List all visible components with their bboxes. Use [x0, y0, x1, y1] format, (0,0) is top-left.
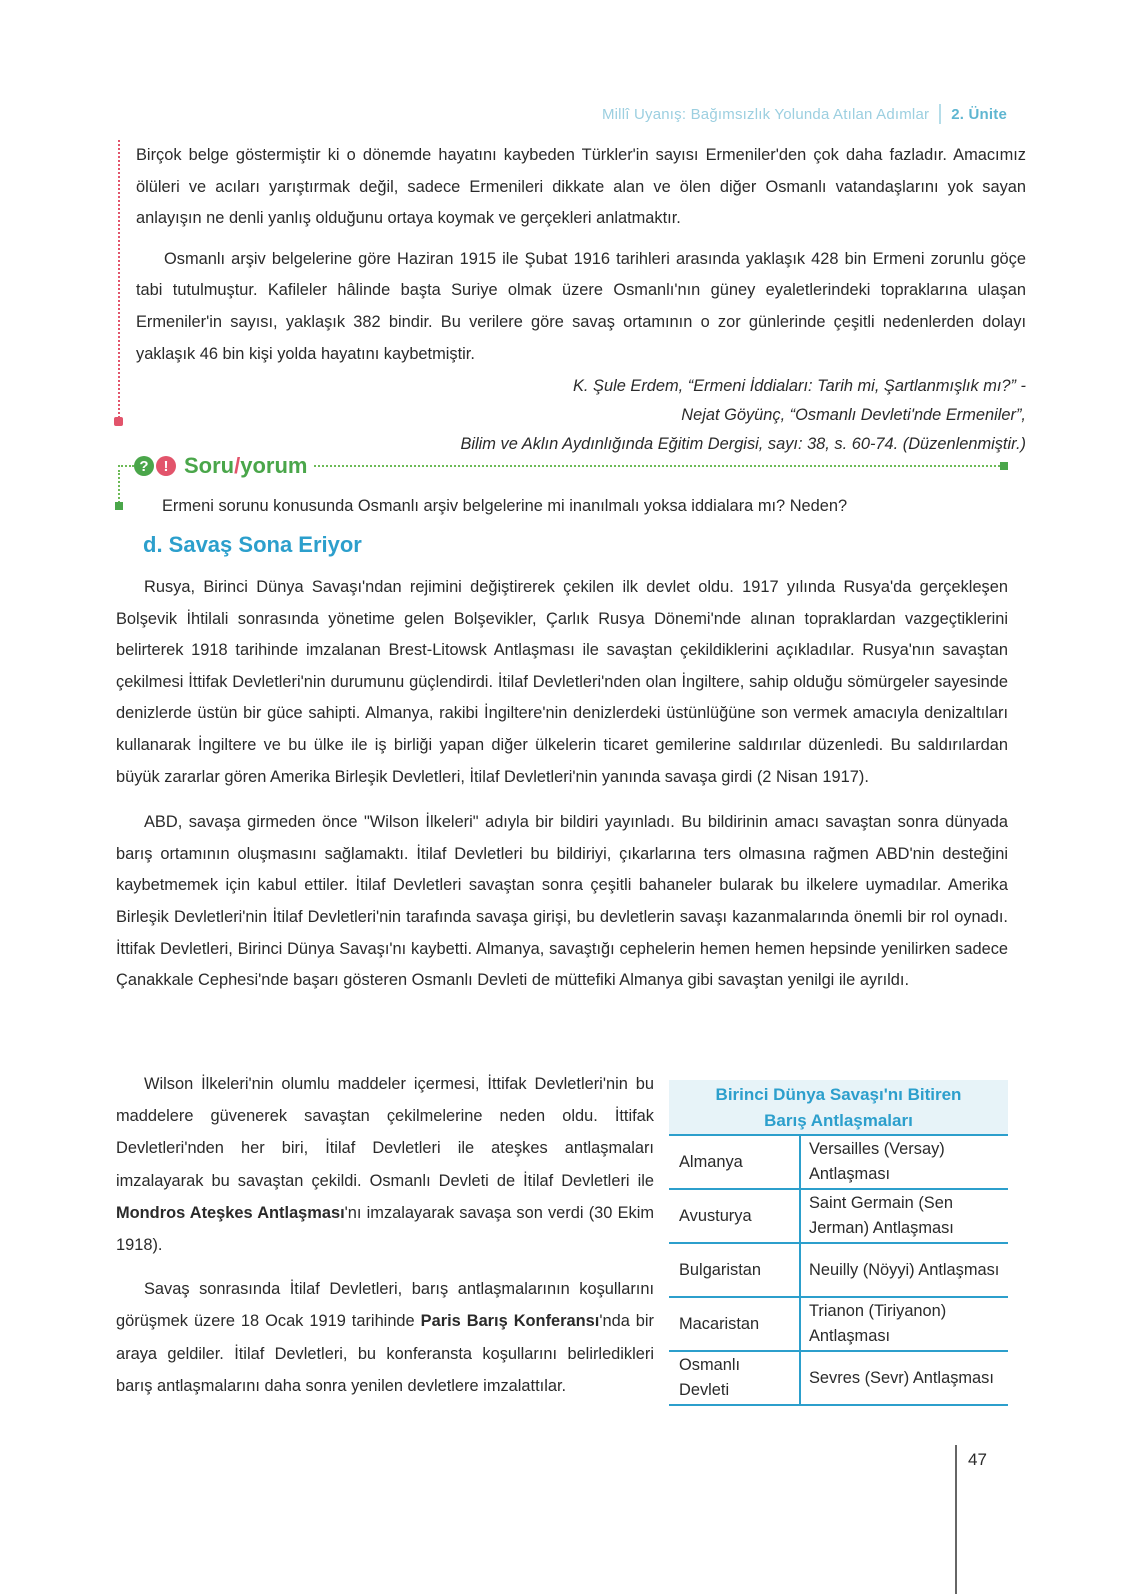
body-paragraph-1: Rusya, Birinci Dünya Savaşı'ndan rejimini değiştirerek çekilen ilk devlet oldu. 1917 yılında Rusya'da gerçekleşen Bolşevik İhtilali sonrasında yönetime gelen Bolşevikler, Çarlık Rusya Dönemi'nde alınan topraklardan vazgeçtiklerini belirterek 1918 tarihinde imzalanan Brest-Litowsk Antlaşması ile savaştan çekildiklerini açıkladılar. Rusya'nın savaştan çekilmesi İttifak Devletleri'nin durumunu güçlendirdi. İtilaf Devletleri'nden olan İngiltere, sahip olduğu sömürgeler sayesinde denizlerde üstün bir güce sahipti. Almanya, rakibi İngiltere'nin denizlerdeki üstünlüğüne son vermek amacıyla denizaltıları kullanarak İngiltere ve bu ülke ile iş birliği yapan diğer ülkelerin ticaret gemilerine saldırılar düzenledi. Bu saldırılardan büyük zararlar gören Amerika Birleşik Devletleri, İtilaf Devletleri'nin yanında savaşa girdi (2 Nisan 1917).	[116, 578, 1008, 786]
text-run: 'nda bir araya geldiler. İtilaf Devletleri, bu konferansta koşullarını belirledikleri barış antlaşmalarını daha sonra yenilen devletlere imzalattılar.	[116, 1312, 654, 1395]
table-row	[669, 1351, 1008, 1405]
country-cell: Osmanlı Devleti	[669, 1351, 800, 1405]
text-run: Wilson İlkeleri'nin olumlu maddeler içermesi, İttifak Devletleri'nin bu maddelere güvenerek savaştan çekilmelerine neden oldu. İttifak Devletleri'nden her biri, İtilaf Devletleri ile ateşkes antlaşmaları imzalayarak bu savaştan çekildi. Osmanlı Devleti de İtilaf Devletleri ile	[116, 1075, 654, 1190]
section-body	[116, 572, 1008, 997]
country-cell: Almanya	[669, 1135, 800, 1189]
peace-treaties-table	[669, 1080, 1008, 1406]
text-run: 'nı imzalayarak savaşa son verdi (30 Ekim 1918).	[116, 1203, 654, 1255]
citation-line: Nejat Göyünç, “Osmanlı Devleti'nde Ermeniler”,	[681, 406, 1026, 425]
source-citation	[136, 372, 1026, 459]
soru-label: Soru	[184, 453, 235, 478]
caption-line: Barış Antlaşmaları	[764, 1111, 913, 1130]
treaty-cell: Saint Germain (Sen Jerman) Antlaşması	[800, 1189, 1008, 1243]
table-caption	[669, 1080, 1008, 1134]
table-row	[669, 1297, 1008, 1351]
section-heading: d. Savaş Sona Eriyor	[143, 532, 362, 557]
soru-yorum-header	[118, 452, 1008, 480]
treaty-cell: Versailles (Versay) Antlaşması	[800, 1135, 1008, 1189]
citation-line: K. Şule Erdem, “Ermeni İddiaları: Tarih mi, Şartlanmışlık mı?” -	[573, 377, 1026, 396]
dotted-rule	[314, 465, 1001, 467]
soru-yorum-title	[184, 453, 308, 479]
header-separator	[939, 104, 941, 124]
table-row	[669, 1135, 1008, 1189]
treaty-cell: Neuilly (Nöyyi) Antlaşması	[800, 1243, 1008, 1297]
country-cell: Macaristan	[669, 1297, 800, 1351]
soru-question-text: Ermeni sorunu konusunda Osmanlı arşiv belgelerine mi inanılmalı yoksa iddialara mı? Neden?	[162, 497, 848, 515]
page-number: 47	[968, 1450, 987, 1469]
rule-end-marker	[115, 502, 123, 510]
table-row	[669, 1243, 1008, 1297]
left-column-text	[116, 1068, 654, 1402]
rule-end-marker	[1000, 462, 1008, 470]
body-paragraph-3	[116, 1068, 654, 1261]
treaty-cell: Trianon (Tiriyanon) Antlaşması	[800, 1297, 1008, 1351]
dotted-rule	[118, 465, 134, 467]
page-number-rule	[955, 1445, 957, 1594]
country-cell: Avusturya	[669, 1189, 800, 1243]
country-cell: Bulgaristan	[669, 1243, 800, 1297]
source-quote-box	[118, 140, 1026, 454]
soru-vertical-rule	[118, 470, 120, 506]
box-end-marker	[114, 417, 123, 426]
yorum-label: yorum	[240, 453, 308, 478]
exclamation-mark-icon: !	[156, 456, 176, 476]
running-header	[602, 104, 1007, 124]
treaty-cell: Sevres (Sevr) Antlaşması	[800, 1351, 1008, 1405]
table-row	[669, 1189, 1008, 1243]
question-exclamation-icon	[134, 456, 176, 476]
bold-term-mondros: Mondros Ateşkes Antlaşması	[116, 1203, 345, 1222]
chapter-title: Millî Uyanış: Bağımsızlık Yolunda Atılan Adımlar	[601, 105, 930, 123]
bold-term-paris: Paris Barış Konferansı	[420, 1312, 600, 1331]
caption-line: Birinci Dünya Savaşı'nı Bitiren	[715, 1085, 962, 1104]
question-mark-icon: ?	[134, 456, 154, 476]
source-paragraph-2: Osmanlı arşiv belgelerine göre Haziran 1915 ile Şubat 1916 tarihleri arasında yaklaşık 428 bin Ermeni zorunlu göçe tabi tutulmuştur. Kafileler hâlinde başta Suriye olmak üzere Osmanlı'nın güney eyaletlerindeki topraklarına ulaşan Ermeniler'in sayısı, yaklaşık 382 bindir. Bu verilere göre savaş ortamının o zor günlerinde çeşitli nedenlerden dolayı yaklaşık 46 bin kişi yolda hayatını kaybetmiştir.	[136, 249, 1026, 363]
title-slash: /	[234, 453, 241, 478]
source-paragraph-1: Birçok belge göstermiştir ki o dönemde hayatını kaybeden Türkler'in sayısı Ermeniler'den çok daha fazladır. Amacımız ölüleri ve acıları yarıştırmak değil, sadece Ermenileri dikkate alan ve ölen diğer Osmanlı vatandaşlarını yok sayan anlayışın ne denli yanlış olduğunu ortaya koymak ve gerçekleri anlatmaktır.	[136, 146, 1026, 228]
unit-label: 2. Ünite	[951, 105, 1007, 123]
body-paragraph-4	[116, 1273, 654, 1402]
body-paragraph-2: ABD, savaşa girmeden önce "Wilson İlkeleri" adıyla bir bildiri yayınladı. Bu bildirinin amacı savaştan sonra dünyada barış ortamının oluşmasını sağlamaktı. İtilaf Devletleri bu bildiriyi, çıkarlarına ters olmasına rağmen ABD'nin desteğini kaybetmemek için kabul ettiler. İtilaf Devletleri savaştan sonra çeşitli bahaneler bularak bu ilkelere uymadılar. Amerika Birleşik Devletleri'nin İtilaf Devletleri'nin tarafında savaşa girişi, bu devletlerin savaşı kazanmalarında önemli bir rol oynadı. İttifak Devletleri, Birinci Dünya Savaşı'nı kaybetti. Almanya, savaştığı cephelerin hemen hemen hepsinde yenilirken sadece Çanakkale Cephesi'nde başarı gösteren Osmanlı Devleti de müttefiki Almanya gibi savaştan yenilgi ile ayrıldı.	[116, 813, 1008, 990]
citation-line: Bilim ve Aklın Aydınlığında Eğitim Dergisi, sayı: 38, s. 60-74. (Düzenlenmiştir.)	[460, 435, 1026, 454]
text-run: Savaş sonrasında İtilaf Devletleri, barış antlaşmalarının koşullarını görüşmek üzere 18 Ocak 1919 tarihinde	[116, 1280, 654, 1331]
